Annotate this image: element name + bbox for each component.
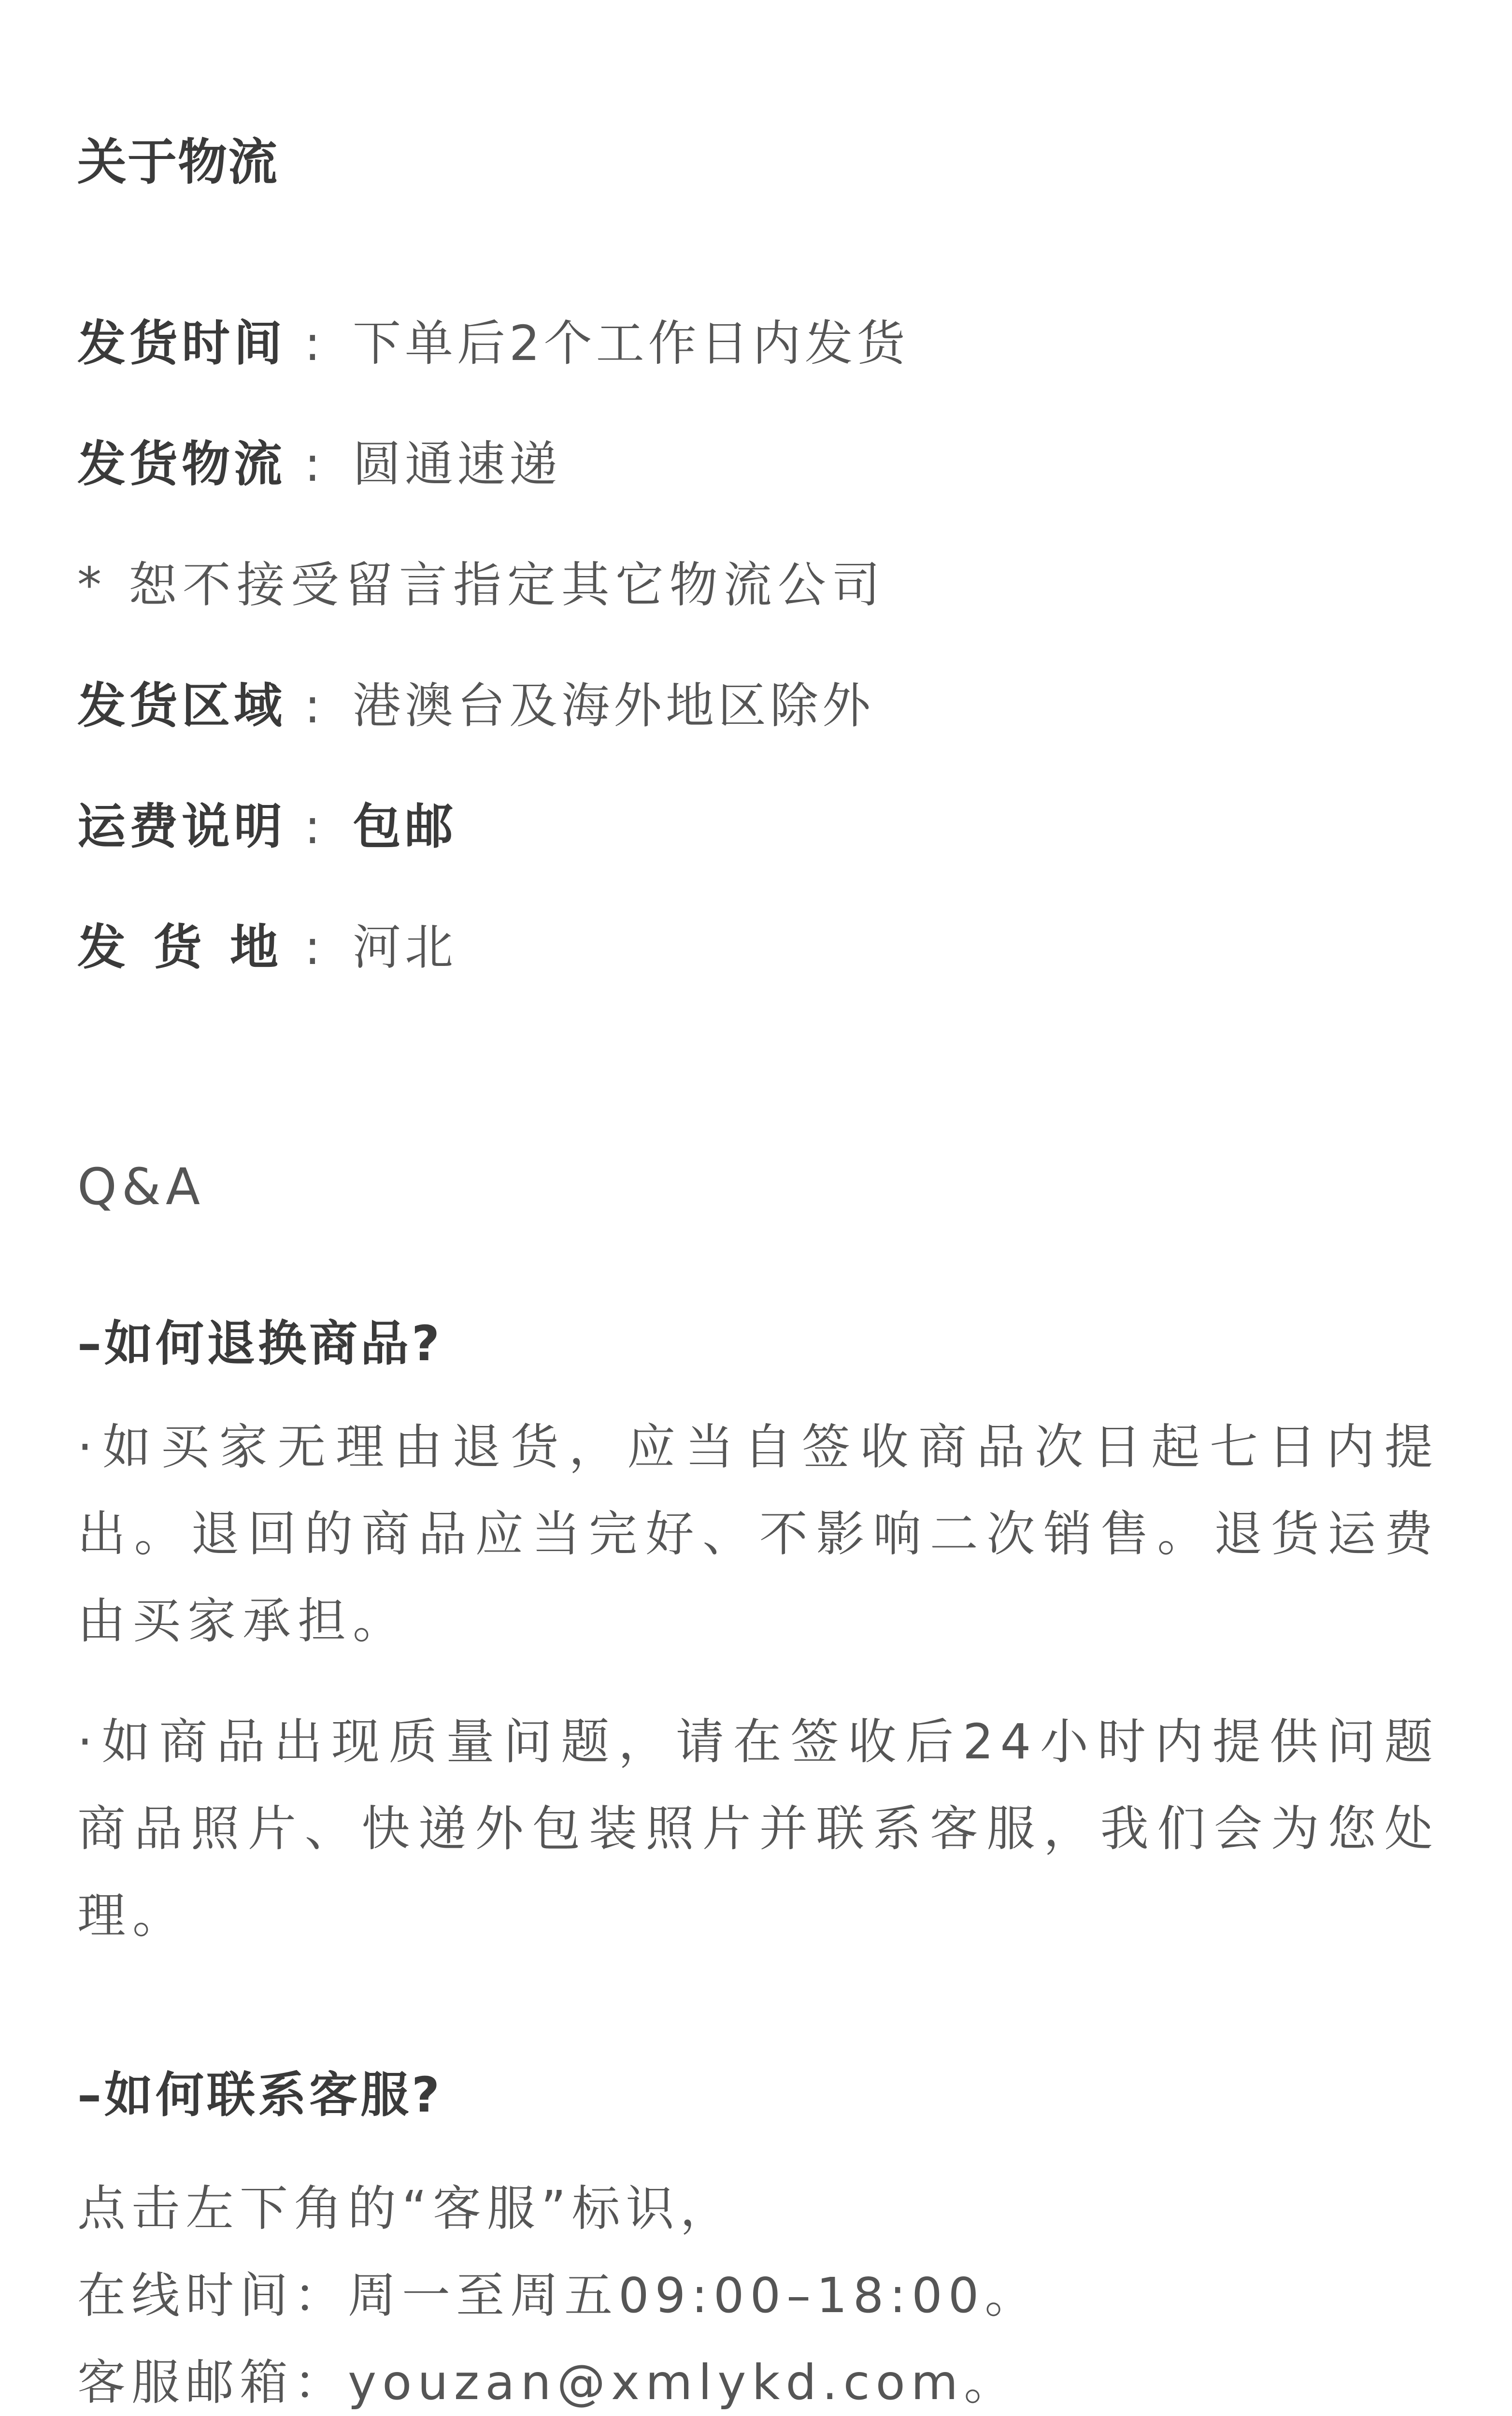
- region-sep: :: [304, 677, 325, 734]
- qa-title: Q&A: [77, 1157, 205, 1216]
- ship-time-sep: :: [304, 315, 325, 372]
- contact-line-1: 点击左下角的“客服”标识，: [77, 2180, 734, 2237]
- region-label: 发货区域: [77, 677, 286, 734]
- carrier-note: * 恕不接受留言指定其它物流公司: [77, 557, 886, 613]
- carrier-value: 圆通速递: [353, 436, 561, 492]
- return-answer-1: ·如买家无理由退货，应当自签收商品次日起七日内提出。退回的商品应当完好、不影响二次销售。退货运费由买家承担。: [77, 1419, 1440, 1649]
- carrier-row: [77, 425, 561, 495]
- origin-row: [77, 908, 457, 978]
- return-answer-2: ·如商品出现质量问题，请在签收后24小时内提供问题商品照片、快递外包装照片并联系客服，我们会为您处理。: [77, 1713, 1440, 1944]
- carrier-sep: :: [304, 436, 325, 492]
- ship-time-label: 发货时间: [77, 315, 286, 372]
- return-question: –如何退换商品?: [77, 1315, 443, 1372]
- carrier-label: 发货物流: [77, 436, 286, 492]
- region-value: 港澳台及海外地区除外: [353, 677, 874, 734]
- shipping-fee-value: 包邮: [353, 798, 457, 855]
- ship-time-row: [77, 304, 909, 374]
- contact-question: –如何联系客服?: [77, 2067, 443, 2123]
- shipping-fee-sep: :: [304, 798, 325, 855]
- contact-line-2: 在线时间：周一至周五09:00–18:00。: [77, 2267, 1039, 2324]
- origin-label: 发货地: [77, 919, 306, 976]
- ship-time-value: 下单后2个工作日内发货: [353, 315, 909, 372]
- origin-sep: :: [304, 919, 325, 976]
- shipping-fee-label: 运费说明: [77, 798, 286, 855]
- contact-email-line: 客服邮箱：youzan@xmlykd.com。: [77, 2354, 1018, 2411]
- shipping-fee-row: [77, 788, 457, 857]
- region-row: [77, 667, 874, 736]
- logistics-title: 关于物流: [77, 134, 278, 191]
- origin-value: 河北: [353, 919, 457, 976]
